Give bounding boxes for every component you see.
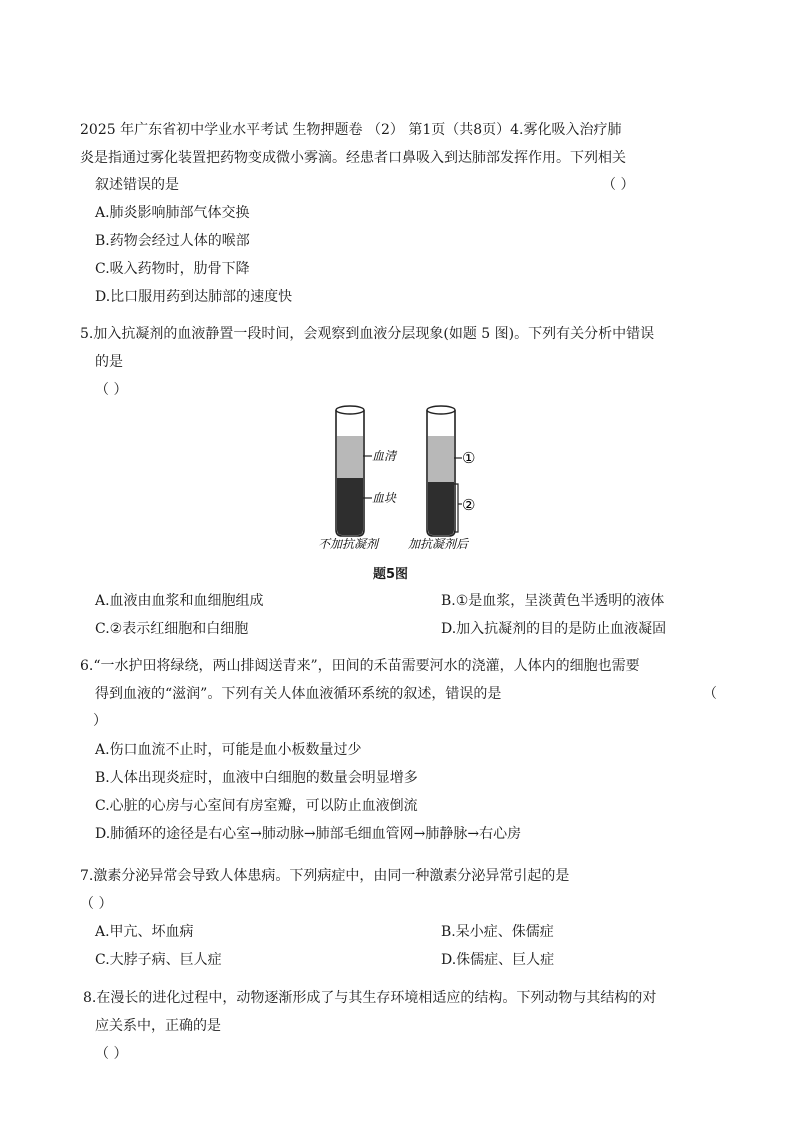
- q5-option-a: A.血液由血浆和血细胞组成: [95, 593, 264, 609]
- q6-stem-line-2: 得到血液的“滋润”。下列有关人体血液循环系统的叙述，错误的是: [95, 686, 502, 702]
- blood-tubes-figure: [300, 400, 500, 552]
- q6-stem-line-1: 6.“一水护田将绿绕，两山排闼送青来”，田间的禾苗需要河水的浇灌，人体内的细胞也需要: [80, 658, 640, 674]
- label-circle-1: ①: [462, 449, 476, 467]
- header-line-1: 2025 年广东省初中学业水平考试 生物押题卷 （2） 第1页（共8页）4.雾化吸入治疗肺: [80, 122, 622, 138]
- tube-no-anticoagulant: [336, 406, 372, 536]
- q5-stem-line-2: 的是: [95, 354, 123, 370]
- q7-option-a: A.甲亢、坏血病: [95, 924, 194, 940]
- q5-option-c: C.②表示红细胞和白细胞: [95, 621, 249, 637]
- q5-option-d: D.加入抗凝剂的目的是防止血液凝固: [441, 621, 667, 637]
- q7-stem-line-1: 7.激素分泌异常会导致人体患病。下列病症中，由同一种激素分泌异常引起的是: [80, 868, 570, 884]
- label-circle-2: ②: [462, 496, 476, 514]
- q5-option-b: B.①是血浆，呈淡黄色半透明的液体: [441, 593, 665, 609]
- q4-stem-line-2: 炎是指通过雾化装置把药物变成微小雾滴。经患者口鼻吸入到达肺部发挥作用。下列相关: [80, 150, 626, 166]
- q6-bracket-close: ）: [93, 713, 107, 729]
- q8-answer-bracket: （ ）: [95, 1046, 128, 1062]
- q6-bracket-open: （: [703, 686, 717, 702]
- q6-option-a: A.伤口血流不止时，可能是血小板数量过少: [95, 742, 362, 758]
- q4-option-b: B.药物会经过人体的喉部: [95, 233, 250, 249]
- q8-stem-line-2: 应关系中，正确的是: [95, 1018, 221, 1034]
- figure-caption: 题5图: [373, 567, 409, 582]
- q7-option-d: D.侏儒症、巨人症: [441, 952, 555, 968]
- q5-answer-bracket: （ ）: [95, 382, 128, 398]
- q7-option-b: B.呆小症、侏儒症: [441, 924, 554, 940]
- q4-option-a: A.肺炎影响肺部气体交换: [95, 205, 250, 221]
- q7-option-c: C.大脖子病、巨人症: [95, 952, 222, 968]
- tube1-caption: 不加抗凝剂: [318, 537, 379, 551]
- q5-stem-line-1: 5.加入抗凝剂的血液静置一段时间，会观察到血液分层现象(如题 5 图)。下列有关分析中错误: [80, 326, 655, 342]
- tube2-caption: 加抗凝剂后: [408, 537, 469, 551]
- q4-option-d: D.比口服用药到达肺部的速度快: [95, 289, 293, 305]
- q7-answer-bracket: （ ）: [80, 896, 113, 912]
- q6-option-c: C.心脏的心房与心室间有房室瓣，可以防止血液倒流: [95, 798, 418, 814]
- q8-stem-line-1: 8.在漫长的进化过程中，动物逐渐形成了与其生存环境相适应的结构。下列动物与其结构的对: [83, 990, 657, 1006]
- q4-stem-line-3: 叙述错误的是: [95, 177, 179, 193]
- q6-option-d: D.肺循环的途径是右心室→肺动脉→肺部毛细血管网→肺静脉→右心房: [95, 826, 522, 842]
- tube-with-anticoagulant: [427, 406, 462, 536]
- label-clot: 血块: [372, 491, 397, 505]
- q4-option-c: C.吸入药物时，肋骨下降: [95, 261, 250, 277]
- label-serum: 血清: [372, 449, 397, 463]
- q4-answer-bracket: （ ）: [602, 177, 635, 193]
- q6-option-b: B.人体出现炎症时，血液中白细胞的数量会明显增多: [95, 770, 418, 786]
